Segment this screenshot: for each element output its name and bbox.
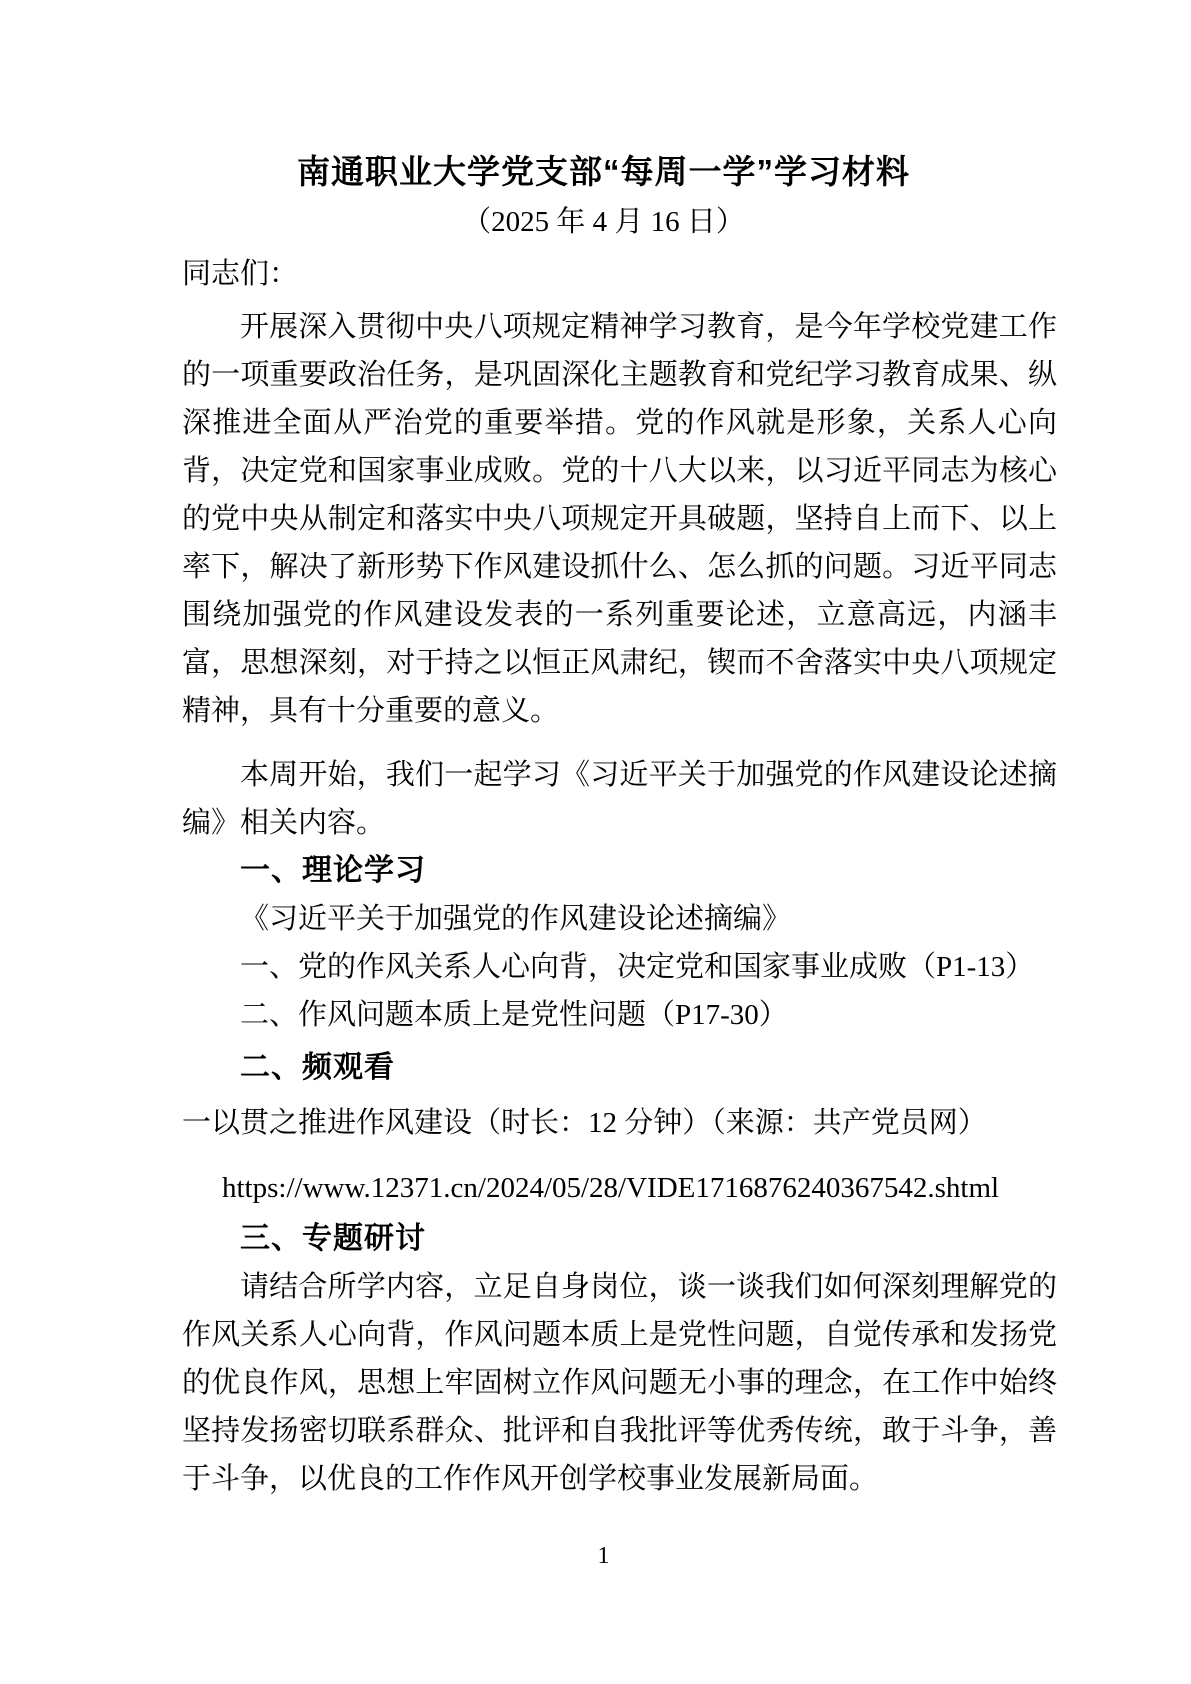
document-date: （2025 年 4 月 16 日）: [462, 206, 745, 238]
reading-item-2: 二、作风问题本质上是党性问题（P17-30）: [240, 999, 788, 1031]
video-url: https://www.12371.cn/2024/05/28/VIDE1716876240367542.shtml: [222, 1172, 1000, 1204]
section-heading-discussion: 三、专题研讨: [240, 1222, 426, 1255]
reading-material-title: 《习近平关于加强党的作风建设论述摘编》: [240, 903, 792, 935]
document-title: 南通职业大学党支部“每周一学”学习材料: [297, 153, 910, 190]
discussion-paragraph: 请结合所学内容，立足自身岗位，谈一谈我们如何深刻理解党的作风关系人心向背，作风问题本质上是党性问题，自觉传承和发扬党的优良作风，思想上牢固树立作风问题无小事的理念，在工作中始终坚持发扬密切联系群众、批评和自我批评等优秀传统，敢于斗争，善于斗争，以优良的工作作风开创学校事业发展新局面。: [182, 1271, 1057, 1495]
page-number: 1: [597, 1543, 610, 1569]
section-heading-theory-study: 一、理论学习: [240, 854, 426, 887]
intro-paragraph-2: 本周开始，我们一起学习《习近平关于加强党的作风建设论述摘编》相关内容。: [182, 759, 1057, 839]
video-item: 一以贯之推进作风建设（时长：12 分钟）（来源：共产党员网）: [182, 1107, 987, 1139]
reading-item-1: 一、党的作风关系人心向背，决定党和国家事业成败（P1-13）: [240, 951, 1035, 983]
intro-paragraph-1: 开展深入贯彻中央八项规定精神学习教育，是今年学校党建工作的一项重要政治任务，是巩固深化主题教育和党纪学习教育成果、纵深推进全面从严治党的重要举措。党的作风就是形象，关系人心向背，决定党和国家事业成败。党的十八大以来，以习近平同志为核心的党中央从制定和落实中央八项规定开具破题，坚持自上而下、以上率下，解决了新形势下作风建设抓什么、怎么抓的问题。习近平同志围绕加强党的作风建设发表的一系列重要论述，立意高远，内涵丰富，思想深刻，对于持之以恒正风肃纪，锲而不舍落实中央八项规定精神，具有十分重要的意义。: [182, 311, 1057, 727]
section-heading-video-watch: 二、频观看: [240, 1051, 395, 1084]
salutation: 同志们：: [182, 258, 299, 290]
